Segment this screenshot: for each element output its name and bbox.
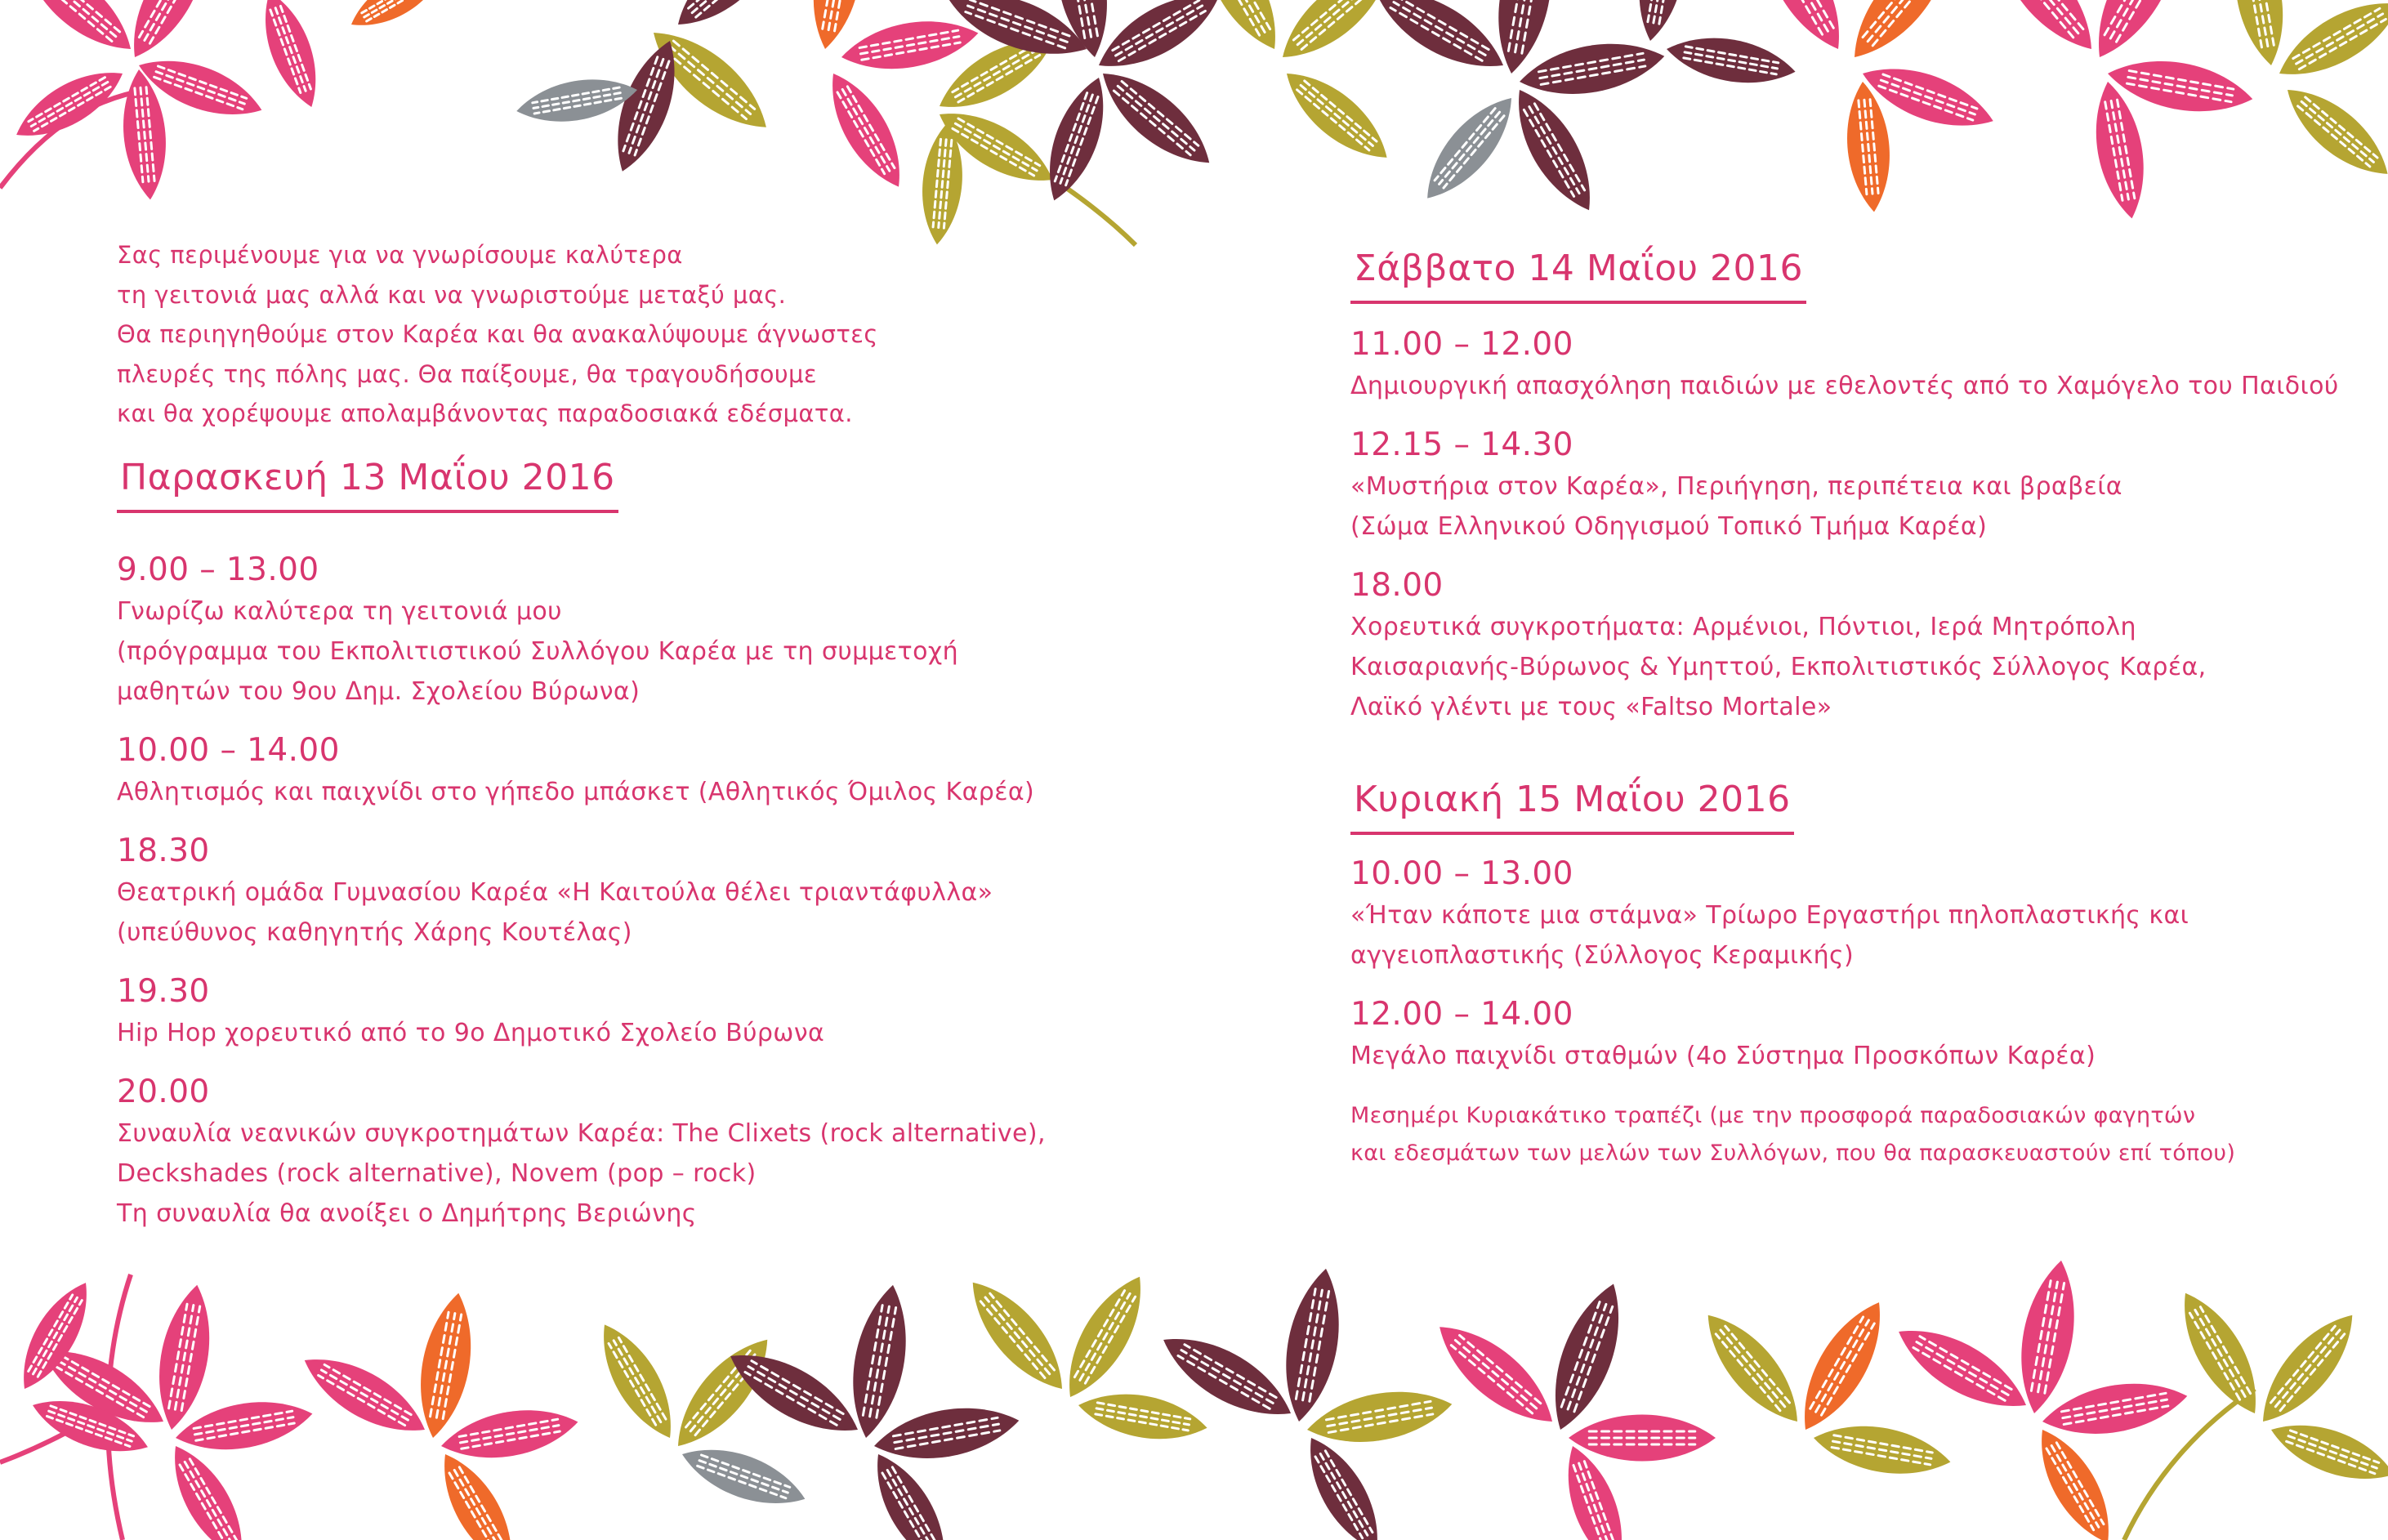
leaf-icon	[1501, 79, 1609, 221]
leaf-icon	[1515, 33, 1668, 105]
leaf-icon	[1691, 1301, 1814, 1435]
event-time: 11.00 – 12.00	[1350, 326, 1573, 363]
event-item	[117, 549, 1130, 712]
event-description: Τη συναυλία θα ανοίξει ο Δημήτρης Βεριώνης	[117, 1199, 697, 1228]
event-time: 20.00	[117, 1073, 210, 1110]
leaf-icon	[158, 1435, 259, 1540]
event-description: (Σώμα Ελληνικού Οδηγισμού Τοπικό Τμήμα Καρέα)	[1350, 512, 1988, 541]
leaf-icon	[2274, 74, 2388, 190]
event-item	[117, 1071, 1130, 1234]
event-description: Λαϊκό γλέντι με τους «Faltso Mortale»	[1350, 693, 1832, 721]
intro-line: πλευρές της πόλης μας. Θα παίξουμε, θα τραγουδήσουμε	[117, 359, 817, 388]
leaf-icon	[149, 1281, 220, 1434]
leaf-icon	[172, 1392, 316, 1460]
event-description: Καισαριανής-Βύρωνος & Υμηττού, Εκπολιτιστικός Σύλλογος Καρέα,	[1350, 653, 2207, 681]
event-time: 18.30	[117, 832, 210, 869]
leaf-icon	[10, 0, 145, 66]
day-section-sunday	[1350, 776, 2331, 1172]
leaf-icon	[1274, 1265, 1350, 1426]
leaf-icon	[2264, 1410, 2388, 1494]
intro-line: Θα περιηγηθούμε στον Καρέα και θα ανακαλύψουμε άγνωστες	[117, 320, 878, 348]
leaf-icon	[2038, 1373, 2191, 1444]
left-column	[117, 235, 1130, 1234]
leaf-icon	[1979, 0, 2109, 64]
intro-line: και θα χορέψουμε απολαμβάνοντας παραδοσιακά εδέσματα.	[117, 400, 853, 427]
day-heading: Παρασκευή 13 Μαΐου 2016	[117, 454, 618, 513]
event-item	[1350, 424, 2331, 547]
event-time: 18.00	[1350, 567, 1444, 604]
leaf-icon	[2246, 1301, 2369, 1435]
event-description: μαθητών του 9ου Δημ. Σχολείου Βύρωνα)	[117, 676, 641, 706]
note-line: Μεσημέρι Κυριακάτικο τραπέζι (με την προσφορά παραδοσιακών φαγητών	[1350, 1103, 2196, 1128]
leaf-icon	[2225, 0, 2293, 69]
leaf-icon	[1274, 57, 1400, 173]
leaf-icon	[251, 0, 329, 114]
leaf-icon	[7, 56, 132, 152]
event-time: 9.00 – 13.00	[117, 551, 319, 588]
intro-line: Σας περιμένουμε για να γνωρίσουμε καλύτερα	[117, 241, 683, 269]
leaf-icon	[1089, 56, 1224, 180]
leaf-icon	[410, 1289, 481, 1442]
leaf-icon	[1269, 0, 1404, 74]
leaf-icon	[665, 0, 792, 41]
event-description: «Ήταν κάποτε μια στάμνα» Τρίωρο Εργαστήρι πηλοπλαστικής και	[1350, 901, 2189, 930]
leaf-icon	[1837, 0, 1966, 72]
right-column	[1350, 245, 2339, 1172]
leaf-icon	[956, 1268, 1079, 1403]
leaf-icon	[837, 11, 982, 79]
leaf-icon	[1810, 1416, 1954, 1484]
leaf-icon	[1663, 29, 1799, 92]
day-heading: Κυριακή 15 Μαΐου 2016	[1350, 776, 1794, 835]
event-time: 12.00 – 14.00	[1350, 996, 1573, 1033]
event-description: (υπεύθυνος καθηγητής Χάρης Κουτέλας)	[117, 917, 632, 947]
event-item	[117, 830, 1130, 953]
leaf-icon	[1051, 1265, 1159, 1408]
leaf-icon	[1887, 1311, 2038, 1425]
event-time: 10.00 – 13.00	[1350, 855, 1573, 892]
leaf-icon	[815, 63, 917, 197]
leaf-icon	[1538, 1275, 1636, 1438]
leaf-icon	[1303, 1382, 1456, 1453]
leaf-icon	[675, 1435, 812, 1519]
leaf-icon	[2010, 1257, 2085, 1418]
leaf-icon	[2086, 78, 2154, 222]
event-description: Hip Hop χορευτικό από το 9ο Δημοτικό Σχολείο Βύρωνα	[117, 1018, 825, 1047]
day-heading: Σάββατο 14 Μαΐου 2016	[1350, 245, 1806, 304]
leaf-icon	[437, 1400, 582, 1468]
intro-line: τη γειτονιά μας αλλά και να γνωριστούμε μεταξύ μας.	[117, 280, 787, 309]
leaf-icon	[1088, 0, 1230, 84]
leaf-icon	[1364, 0, 1515, 86]
leaf-icon	[1034, 70, 1118, 208]
day-section-friday	[117, 454, 1130, 1234]
event-description: αγγειοπλαστικής (Σύλλογος Κεραμικής)	[1350, 941, 1855, 970]
intro-text	[117, 235, 1130, 434]
day-section-saturday	[1350, 245, 2339, 727]
event-description: Αθλητισμός και παιχνίδι στο γήπεδο μπάσκετ (Αθλητικός Όμιλος Καρέα)	[117, 777, 1035, 806]
event-item	[117, 971, 1130, 1053]
leaf-icon	[1293, 1427, 1395, 1540]
leaf-icon	[1412, 85, 1528, 212]
event-description: Μεγάλο παιχνίδι σταθμών (4ο Σύστημα Προσκόπων Καρέα)	[1350, 1042, 2096, 1070]
leaf-icon	[1569, 1415, 1716, 1462]
leaf-icon	[860, 1444, 962, 1540]
leaf-icon	[427, 1444, 529, 1540]
leaf-icon	[2269, 0, 2388, 92]
event-description: (πρόγραμμα του Εκπολιτιστικού Συλλόγου Καρέα με τη συμμετοχή	[117, 636, 959, 666]
leaf-icon	[870, 1398, 1023, 1469]
leaf-icon	[1630, 0, 1694, 44]
event-description: Δημιουργική απασχόληση παιδιών με εθελοντές από το Χαμόγελο του Παιδιού	[1350, 372, 2339, 400]
event-description: Γνωρίζω καλύτερα τη γειτονιά μου	[117, 596, 562, 626]
event-item	[1350, 324, 2339, 406]
event-time: 12.15 – 14.30	[1350, 426, 1573, 463]
leaf-icon	[1425, 1309, 1568, 1439]
event-time: 10.00 – 14.00	[117, 731, 340, 769]
leaf-icon	[2078, 0, 2198, 69]
sunday-lunch-note	[1350, 1097, 2331, 1172]
event-description: Deckshades (rock alternative), Novem (pop – rock)	[117, 1158, 757, 1188]
leaf-icon	[293, 1341, 435, 1449]
leaf-icon	[1075, 1385, 1211, 1448]
leaf-icon	[2167, 1282, 2274, 1424]
leaf-icon	[116, 0, 224, 69]
leaf-icon	[2024, 1419, 2126, 1540]
event-item	[1350, 993, 2331, 1076]
event-item	[117, 730, 1130, 812]
event-time: 19.30	[117, 972, 210, 1010]
leaf-icon	[587, 1315, 688, 1448]
event-description: «Μυστήρια στον Καρέα», Περιήγηση, περιπέτεια και βραβεία	[1350, 472, 2122, 501]
event-description: Χορευτικά συγκροτήματα: Αρμένιοι, Πόντιοι, Ιερά Μητρόπολη	[1350, 613, 2136, 641]
leaf-icon	[1785, 1291, 1899, 1441]
leaf-icon	[343, 0, 453, 39]
event-item	[1350, 565, 2331, 727]
event-description: Θεατρική ομάδα Γυμνασίου Καρέα «Η Καιτούλα θέλει τριαντάφυλλα»	[117, 877, 993, 907]
event-description: Συναυλία νεανικών συγκροτημάτων Καρέα: The Clixets (rock alternative),	[117, 1118, 1046, 1148]
leaf-icon	[1842, 80, 1895, 214]
event-item	[1350, 853, 2331, 975]
leaf-icon	[841, 1281, 917, 1443]
note-line: και εδεσμάτων των μελών των Συλλόγων, που θα παρασκευαστούν επί τόπου)	[1350, 1140, 2236, 1166]
